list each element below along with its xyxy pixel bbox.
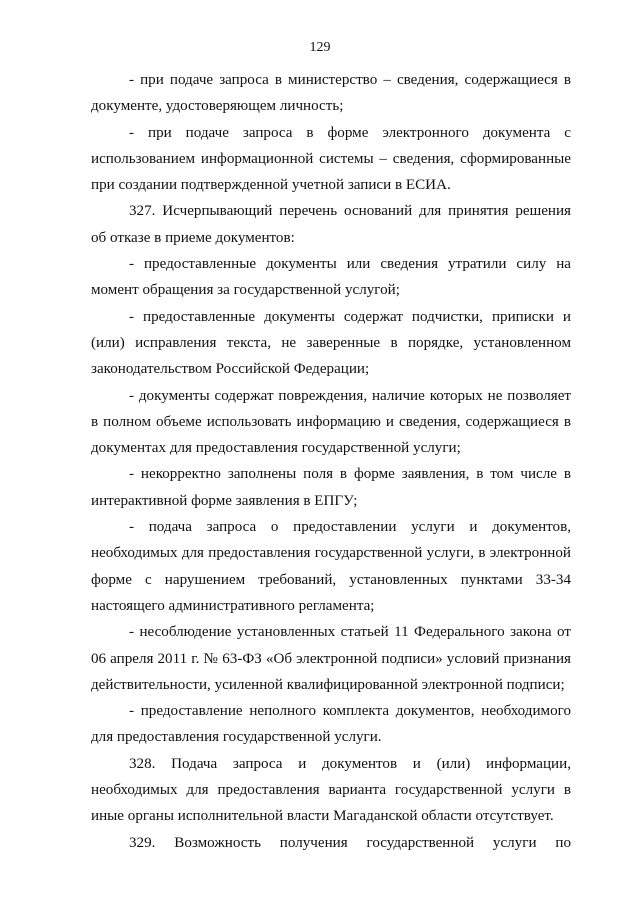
paragraph-esia-info: - при подаче запроса в форме электронного документа с использованием информационной системы – сведения, сформированные при создании подтвержденной учетной записи в ЕСИА. xyxy=(91,124,571,194)
paragraph-incorrect-fields: - некорректно заполнены поля в форме заявления, в том числе в интерактивной форме заявления в ЕПГУ; xyxy=(91,466,571,509)
paragraph-incomplete-set: - предоставление неполного комплекта документов, необходимого для предоставления государственной услуги. xyxy=(91,703,571,746)
paragraph-signature-law: - несоблюдение установленных статьей 11 Федерального закона от 06 апреля 2011 г. № 63-ФЗ «Об электронной подписи» условий признания действительности, усиленной квалифицированной электронной подписи; xyxy=(91,624,571,693)
paragraph-passport-info: - при подаче запроса в министерство – сведения, содержащиеся в документе, удостоверяющем личность; xyxy=(91,72,571,115)
document-body xyxy=(91,67,571,856)
paragraph-327: 327. Исчерпывающий перечень оснований для принятия решения об отказе в приеме документов: xyxy=(91,203,571,246)
paragraph-erasures: - предоставленные документы содержат подчистки, приписки и (или) исправления текста, не заверенные в порядке, установленном законодательством Российской Федерации; xyxy=(91,308,571,378)
paragraph-damaged-documents: - документы содержат повреждения, наличие которых не позволяет в полном объеме использовать информацию и сведения, содержащиеся в документах для предоставления государственной услуги; xyxy=(91,387,571,457)
paragraph-328: 328. Подача запроса и документов и (или) информации, необходимых для предоставления варианта государственной услуги в иные органы исполнительной власти Магаданской области отсутствует. xyxy=(91,755,571,825)
paragraph-329: 329. Возможность получения государственной услуги по xyxy=(129,834,571,851)
page-number: 129 xyxy=(309,40,331,55)
paragraph-expired-documents: - предоставленные документы или сведения утратили силу на момент обращения за государственной услугой; xyxy=(91,256,571,299)
paragraph-electronic-violation: - подача запроса о предоставлении услуги и документов, необходимых для предоставления государственной услуги, в электронной форме с нарушением требований, установленных пунктами 33-34 настоящего административного регламента; xyxy=(91,519,571,614)
